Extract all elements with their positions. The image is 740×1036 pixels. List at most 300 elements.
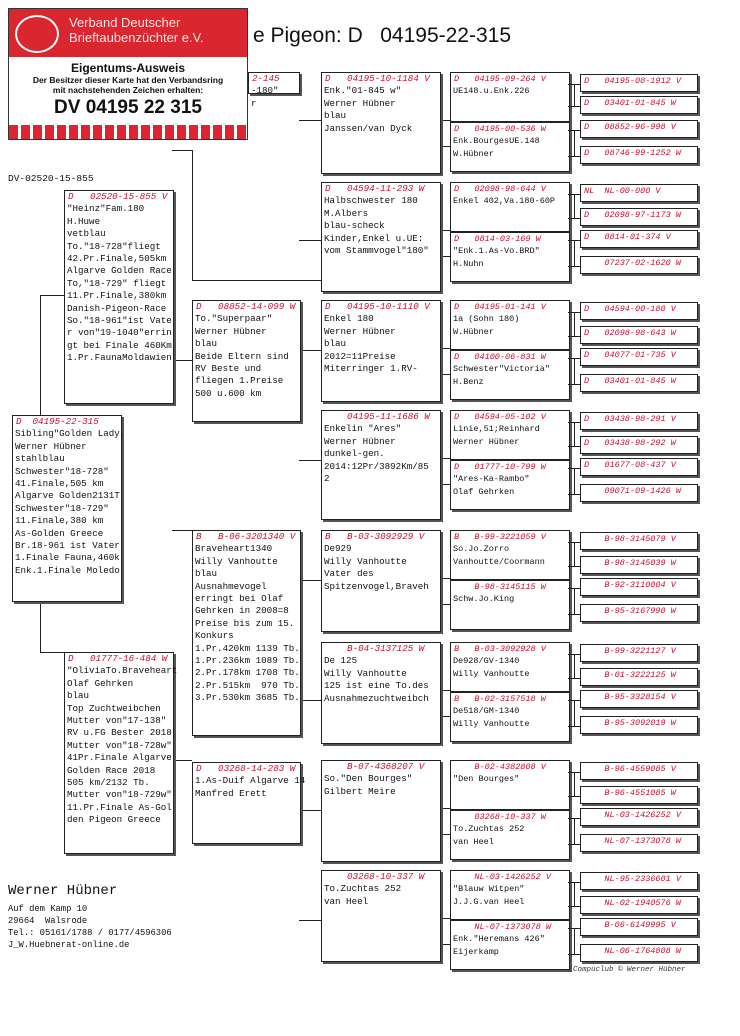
ring-number: NL-06-1764808 W (584, 946, 681, 956)
connector-line (299, 120, 321, 121)
ring-number: B-92-3110004 V (584, 580, 676, 590)
ring-number: D 03401-01-845 W (584, 98, 676, 108)
ring-number: NL-03-1426252 V (454, 872, 551, 882)
box-line: M.Albers (324, 207, 369, 219)
box-line: Willy Vanhoutte (195, 555, 278, 567)
box-line: To,"18-729" fliegt (67, 277, 167, 289)
box-line: "Heinz"Fam.180 (67, 203, 145, 215)
box-line: "Ares-Ka-Rambo" (453, 474, 530, 485)
box-line: Algarve Golden Race (67, 265, 172, 277)
box-line: 1a (Sohn 180) (453, 314, 520, 325)
box-line: -180" (251, 85, 279, 97)
ring-number: B-06-6149995 V (584, 920, 676, 930)
great-grandparent-box (580, 458, 698, 476)
org-line-2: Brieftaubenzüchter e.V. (69, 30, 204, 45)
box-line: blau (67, 690, 90, 702)
connector-line (568, 614, 580, 615)
pedigree-box-g1 (248, 72, 300, 109)
ring-number: D 04195-10-1184 V (325, 73, 430, 84)
box-line: 2014:12Pr/3892Km/85 (324, 460, 429, 472)
connector-line (568, 218, 580, 219)
box-line: 1.Pr.236km 1089 Tb. (195, 655, 300, 667)
box-line: So."18-961"ist Vate (67, 315, 172, 327)
ring-number: D 01677-08-437 V (584, 460, 676, 470)
box-line: Enk.BourgesUE.148 (453, 136, 540, 147)
ring-number: D 03401-01-845 W (584, 376, 676, 386)
great-grandparent-box (580, 230, 698, 248)
pedigree-box-i13 (450, 760, 570, 810)
ring-number: D 02098-97-1173 W (584, 210, 681, 220)
box-line: RV u.FG Bester 2018 (67, 727, 172, 739)
ring-number: 03268-10-337 W (325, 871, 425, 882)
card-banner (9, 9, 247, 57)
great-grandparent-box (580, 834, 698, 852)
great-grandparent-box (580, 256, 698, 274)
great-grandparent-box (580, 762, 698, 780)
box-line: Eijerkamp (453, 946, 499, 957)
box-line: 11.Pr.Finale,380km (67, 290, 167, 302)
connector-line (568, 954, 580, 955)
box-line: 2.Pr.178km 1708 Tb. (195, 667, 300, 679)
box-line: RV Beste und (195, 363, 262, 375)
connector-line (574, 700, 575, 726)
great-grandparent-box (580, 436, 698, 454)
connector-line (574, 312, 575, 336)
box-line: van Heel (453, 836, 494, 847)
ring-number: D 02520-15-855 V (68, 191, 168, 202)
connector-line (568, 106, 580, 107)
box-line: To."18-728"fliegt (67, 240, 161, 252)
box-line: Konkurs (195, 630, 234, 642)
box-line: 3.Pr.530km 3685 Tb. (195, 692, 300, 704)
connector-line (574, 654, 575, 678)
great-grandparent-box (580, 716, 698, 734)
ring-number: B B-02-3157518 W (454, 694, 546, 704)
ring-number: 07237-02-1620 W (584, 258, 681, 268)
box-line: Mutter von"18-729w" (67, 789, 172, 801)
box-line: fliegen 1.Preise (195, 375, 284, 387)
connector-line (299, 460, 321, 461)
connector-line (574, 240, 575, 266)
great-grandparent-box (580, 74, 698, 92)
connector-line (568, 566, 580, 567)
card-title: Eigentums-Ausweis (70, 61, 186, 75)
ring-number: D 08746-99-1252 W (584, 148, 681, 158)
box-line: blau-scheck (324, 220, 385, 232)
pedigree-box-i4 (450, 232, 570, 282)
box-line: Willy Vanhoutte (453, 718, 530, 729)
ring-number: B-96-4559085 V (584, 764, 676, 774)
ring-number: B-95-3328154 V (584, 692, 676, 702)
pedigree-box-i11 (450, 642, 570, 692)
box-line: H.Benz (453, 376, 484, 387)
pedigree-box-i14 (450, 810, 570, 860)
ring-number: D 04100-06-831 W (454, 352, 546, 362)
box-line: 11.Pr.Finale As-Gol (67, 801, 172, 813)
box-line: van Heel (324, 895, 369, 907)
box-line: den Pigeon Greece (67, 814, 161, 826)
box-line: 42.Pr.Finale,505km (67, 253, 167, 265)
owner-city: 29664 Walsrode (8, 916, 88, 926)
pedigree-box-i9 (450, 530, 570, 580)
box-line: Enkelin "Ares" (324, 423, 402, 435)
box-line: Schw.Jo.King (453, 594, 515, 605)
box-line: 2012=11Preise (324, 350, 396, 362)
box-line: Olaf Gehrken (453, 486, 515, 497)
connector-line (40, 600, 41, 652)
box-line: W.Hübner (453, 148, 494, 159)
ring-number: D 02098-98-643 W (584, 328, 676, 338)
ring-number: B-99-3221127 V (584, 646, 676, 656)
connector-line (574, 358, 575, 384)
box-line: stahlblau (15, 453, 65, 465)
box-line: Miterringer 1.RV- (324, 363, 418, 375)
great-grandparent-box (580, 578, 698, 596)
connector-line (299, 700, 321, 701)
box-line: H.Nuhn (453, 258, 484, 269)
pedigree-box-g3 (192, 530, 301, 736)
box-line: dunkel-gen. (324, 448, 385, 460)
box-line: Gilbert Meire (324, 785, 396, 797)
connector-line (568, 336, 580, 337)
box-line: 125 ist eine To.des (324, 680, 429, 692)
great-grandparent-box (580, 896, 698, 914)
ring-number: D 03438-98-292 W (584, 438, 676, 448)
great-grandparent-box (580, 348, 698, 366)
box-line: Enk.1.Finale Moledo (15, 564, 120, 576)
box-line: Mutter von"18-728w" (67, 739, 172, 751)
box-line: blau (195, 568, 218, 580)
box-line: 11.Finale,380 km (15, 515, 104, 527)
box-line: Vater des (324, 568, 374, 580)
box-line: De929 (324, 543, 352, 555)
connector-line (40, 652, 64, 653)
box-line: vetblau (67, 228, 106, 240)
ownership-card (8, 8, 248, 140)
ring-number: B-01-3222125 W (584, 670, 676, 680)
pedigree-box-h4 (321, 410, 441, 520)
connector-line (40, 295, 64, 296)
box-line: J.J.G.van Heel (453, 896, 525, 907)
ring-number: D 04594-00-180 V (584, 304, 676, 314)
owner-block (8, 883, 172, 951)
box-line: Willy Vanhoutte (324, 555, 407, 567)
box-line: Ausnahmevogel (195, 580, 267, 592)
ring-number: B B-03-3092929 V (325, 531, 425, 542)
connector-line (172, 760, 192, 761)
pedigree-box-i15 (450, 870, 570, 920)
box-line: H.Huwe (67, 215, 101, 227)
page-title: e Pigeon: D 04195-22-315 (253, 24, 512, 47)
box-line: 41Pr.Finale Algarve (67, 752, 172, 764)
box-line: De928/GV-1340 (453, 656, 520, 667)
ring-number: 2-145 (252, 73, 280, 84)
box-line: 2 (324, 473, 330, 485)
box-line: To."Superpaar" (195, 313, 273, 325)
ring-number: D 01777-16-484 W (68, 653, 168, 664)
box-line: Halbschwester 180 (324, 195, 418, 207)
box-line: Sibling"Golden Lady, (15, 428, 126, 440)
connector-line (574, 84, 575, 106)
box-line: "Enk.1.As-Vo.BRD" (453, 246, 540, 257)
box-line: gt bei Finale 460Km (67, 339, 172, 351)
ring-number: DV 04195 22 315 (54, 97, 202, 118)
box-line: Kinder,Enkel u.UE: (324, 232, 424, 244)
box-line: Schwester"18-728" (15, 465, 109, 477)
pedigree-box-i16 (450, 920, 570, 970)
box-line: "Den Bourges" (453, 774, 520, 785)
box-line: Willy Vanhoutte (453, 668, 530, 679)
ring-number: B-96-4551085 W (584, 788, 676, 798)
connector-line (574, 928, 575, 954)
connector-line (568, 156, 580, 157)
pedigree-box-g2 (192, 300, 301, 422)
box-line: r (251, 97, 257, 109)
box-line: To.Zuchtas 252 (324, 883, 402, 895)
ring-number: D 02098-98-644 V (454, 184, 546, 194)
box-line: To.Zuchtas 252 (453, 824, 525, 835)
pigeon-logo-icon (15, 15, 59, 53)
connector-line (299, 810, 321, 811)
box-line: 500 u.600 km (195, 387, 262, 399)
great-grandparent-box (580, 786, 698, 804)
connector-line (574, 882, 575, 906)
box-line: Vanhoutte/Coormann (453, 556, 545, 567)
pedigree-box-h3 (321, 300, 441, 402)
great-grandparent-box (580, 208, 698, 226)
box-line: Preise bis zum 15. (195, 617, 295, 629)
ring-number: B-02-4382808 V (454, 762, 546, 772)
box-line: blau (195, 338, 218, 350)
box-line: So.Jo.Zorro (453, 544, 510, 555)
ring-number: 09071-09-1426 W (584, 486, 681, 496)
pedigree-box-h6 (321, 642, 441, 744)
pedigree-box-sibling (64, 190, 174, 404)
ring-number: 03268-10-337 W (454, 812, 546, 822)
owner-email[interactable]: J_W.Huebnerat-online.de (8, 940, 130, 950)
ring-number: D 04195-10-1110 V (325, 301, 430, 312)
great-grandparent-box (580, 374, 698, 392)
connector-line (299, 240, 321, 241)
box-line: 2.Pr.515km 970 Tb. (195, 679, 300, 691)
connector-line (568, 844, 580, 845)
pedigree-box-h5 (321, 530, 441, 632)
great-grandparent-box (580, 326, 698, 344)
connector-line (172, 150, 192, 151)
connector-line (568, 678, 580, 679)
pedigree-box-h2 (321, 182, 441, 292)
connector-line (299, 350, 321, 351)
pedigree-box-i7 (450, 410, 570, 460)
box-line: Braveheart1340 (195, 543, 273, 555)
box-line: Manfred Erett (195, 787, 267, 799)
box-line: Olaf Gehrken (67, 677, 134, 689)
ring-number: B-07-4368207 V (325, 761, 425, 772)
connector-line (574, 130, 575, 156)
great-grandparent-box (580, 808, 698, 826)
box-line: De 125 (324, 655, 358, 667)
connector-line (40, 295, 41, 415)
ring-number: D 04594-11-293 W (325, 183, 425, 194)
box-line: Werner Hübner (15, 440, 87, 452)
pedigree-box-g4 (192, 762, 306, 844)
connector-line (574, 818, 575, 844)
ring-number: D 04195-08-1912 V (584, 76, 681, 86)
connector-line (574, 772, 575, 796)
ring-number: B B-99-3221059 V (454, 532, 546, 542)
connector-line (172, 530, 192, 531)
connector-line (568, 726, 580, 727)
org-line-1: Verband Deutscher (69, 15, 181, 30)
ring-number: D 04195-22-315 (16, 416, 99, 427)
connector-line (299, 920, 321, 921)
box-line: De518/GM-1340 (453, 706, 520, 717)
owner-name: Werner Hübner (8, 883, 118, 899)
ring-number: D 04195-09-264 V (454, 74, 546, 84)
box-line: Top Zuchtweibchen (67, 702, 161, 714)
pedigree-box-i3 (450, 182, 570, 232)
ring-number: NL-07-1373078 W (454, 922, 551, 932)
box-line: 1.Pr.FaunaMoldawien (67, 352, 172, 364)
box-line: r von"19-1040"errin (67, 327, 172, 339)
great-grandparent-box (580, 690, 698, 708)
ring-number: 04195-11-1686 W (325, 411, 430, 422)
box-line: So."Den Bourges" (324, 773, 413, 785)
great-grandparent-box (580, 532, 698, 550)
box-line: Algarve Golden2131T (15, 490, 120, 502)
box-line: Janssen/van Dyck (324, 122, 413, 134)
connector-line (192, 280, 321, 281)
owner-street: Auf dem Kamp 10 (8, 904, 88, 914)
box-line: 41.Finale,505 km (15, 478, 104, 490)
ring-number: D 04195-01-141 V (454, 302, 546, 312)
box-line: Enk."01-845 w" (324, 85, 402, 97)
connector-line (574, 468, 575, 494)
pedigree-box-dam (64, 652, 178, 854)
box-line: Werner Hübner (324, 97, 396, 109)
sibling-ring-ref: DV-02520-15-855 (8, 173, 94, 184)
box-line: blau (324, 110, 347, 122)
box-line: Linie,51;Reinhard (453, 424, 540, 435)
great-grandparent-box (580, 96, 698, 114)
great-grandparent-box (580, 604, 698, 622)
ring-number: B-95-3092019 W (584, 718, 676, 728)
ring-number: NL-03-1426252 V (584, 810, 681, 820)
ring-number: D 01777-10-799 W (454, 462, 546, 472)
great-grandparent-box (580, 918, 698, 936)
connector-line (574, 422, 575, 446)
ring-number: D 08852-14-099 W (196, 301, 296, 312)
ring-number: D 08852-96-998 V (584, 122, 676, 132)
ring-number: B-98-3145115 W (454, 582, 546, 592)
pedigree-box-i8 (450, 460, 570, 510)
ring-number: D 04077-01-735 V (584, 350, 676, 360)
ring-number: NL NL-00-000 V (584, 186, 661, 196)
great-grandparent-box (580, 184, 698, 202)
great-grandparent-box (580, 644, 698, 662)
box-line: "Blauw Witpen" (453, 884, 525, 895)
box-line: Gehrken in 2008=8 (195, 605, 289, 617)
pedigree-box-i12 (450, 692, 570, 742)
connector-line (568, 494, 580, 495)
box-line: Werner Hübner (324, 435, 396, 447)
great-grandparent-box (580, 484, 698, 502)
connector-line (568, 384, 580, 385)
box-line: blau (324, 338, 347, 350)
great-grandparent-box (580, 556, 698, 574)
ring-number: B B-06-3201340 V (196, 531, 296, 542)
box-line: vom Stammvogel"180" (324, 245, 429, 257)
box-line: Enkel 180 (324, 313, 374, 325)
box-line: 1.Finale Fauna,460k (15, 552, 120, 564)
box-line: 505 km/2132 Tb. (67, 777, 150, 789)
ring-number: D 03268-14-283 W (196, 763, 296, 774)
box-line: UE148.u.Enk.226 (453, 86, 530, 97)
owner-phone: Tel.: 05161/1788 / 0177/4596306 (8, 928, 172, 938)
box-line: Ausnahmezuchtweibch (324, 692, 429, 704)
pedigree-box-h7 (321, 760, 441, 862)
box-line: Willy Vanhoutte (324, 667, 407, 679)
ring-number: D 03438-98-291 V (584, 414, 676, 424)
box-line: Enkel 402,Va.180-60P (453, 196, 556, 207)
box-line: W.Hübner (453, 326, 494, 337)
box-line: Mutter von"17-138" (67, 715, 167, 727)
great-grandparent-box (580, 668, 698, 686)
pedigree-box-h1 (321, 72, 441, 174)
box-line: Schwester"18-729" (15, 502, 109, 514)
connector-line (568, 906, 580, 907)
ring-number: B-98-3145079 V (584, 534, 676, 544)
box-line: Br.18-961 ist Vater (15, 540, 120, 552)
pedigree-box-h8 (321, 870, 441, 962)
box-line: "OliviaTo.Braveheart (67, 665, 178, 677)
connector-line (192, 150, 193, 280)
box-line: 1.Pr.420km 1139 Tb. (195, 642, 300, 654)
great-grandparent-box (580, 412, 698, 430)
great-grandparent-box (580, 302, 698, 320)
box-line: Werner Hübner (195, 325, 267, 337)
box-line: Spitzenvogel,Braveh (324, 580, 429, 592)
pedigree-box-i5 (450, 300, 570, 350)
ring-number: B-95-3167990 W (584, 606, 676, 616)
connector-line (568, 266, 580, 267)
connector-line (568, 796, 580, 797)
connector-line (574, 542, 575, 566)
connector-line (568, 446, 580, 447)
ring-number: D 0814-03-169 W (454, 234, 541, 244)
great-grandparent-box (580, 944, 698, 962)
footer-credit: Compuclub © Werner Hübner (573, 966, 686, 974)
box-line: As-Golden Greece (15, 527, 104, 539)
pedigree-box-subject (12, 415, 126, 602)
connector-line (172, 360, 192, 361)
box-line: Golden Race 2018 (67, 764, 156, 776)
ring-number: NL-07-1373078 W (584, 836, 681, 846)
ring-number: D 04195-00-536 W (454, 124, 546, 134)
pedigree-box-i6 (450, 350, 570, 400)
pedigree-box-i1 (450, 72, 570, 122)
ring-number: NL-95-2336601 V (584, 874, 681, 884)
connector-line (574, 194, 575, 218)
box-line: Beide Eltern sind (195, 350, 289, 362)
great-grandparent-box (580, 146, 698, 164)
connector-line (299, 580, 321, 581)
box-line: Danish-Pigeon-Race (67, 302, 167, 314)
org-name (69, 15, 204, 45)
card-text-1: Der Besitzer dieser Karte hat den Verbandsring (32, 75, 224, 85)
pedigree-box-i10 (450, 580, 570, 630)
great-grandparent-box (580, 872, 698, 890)
